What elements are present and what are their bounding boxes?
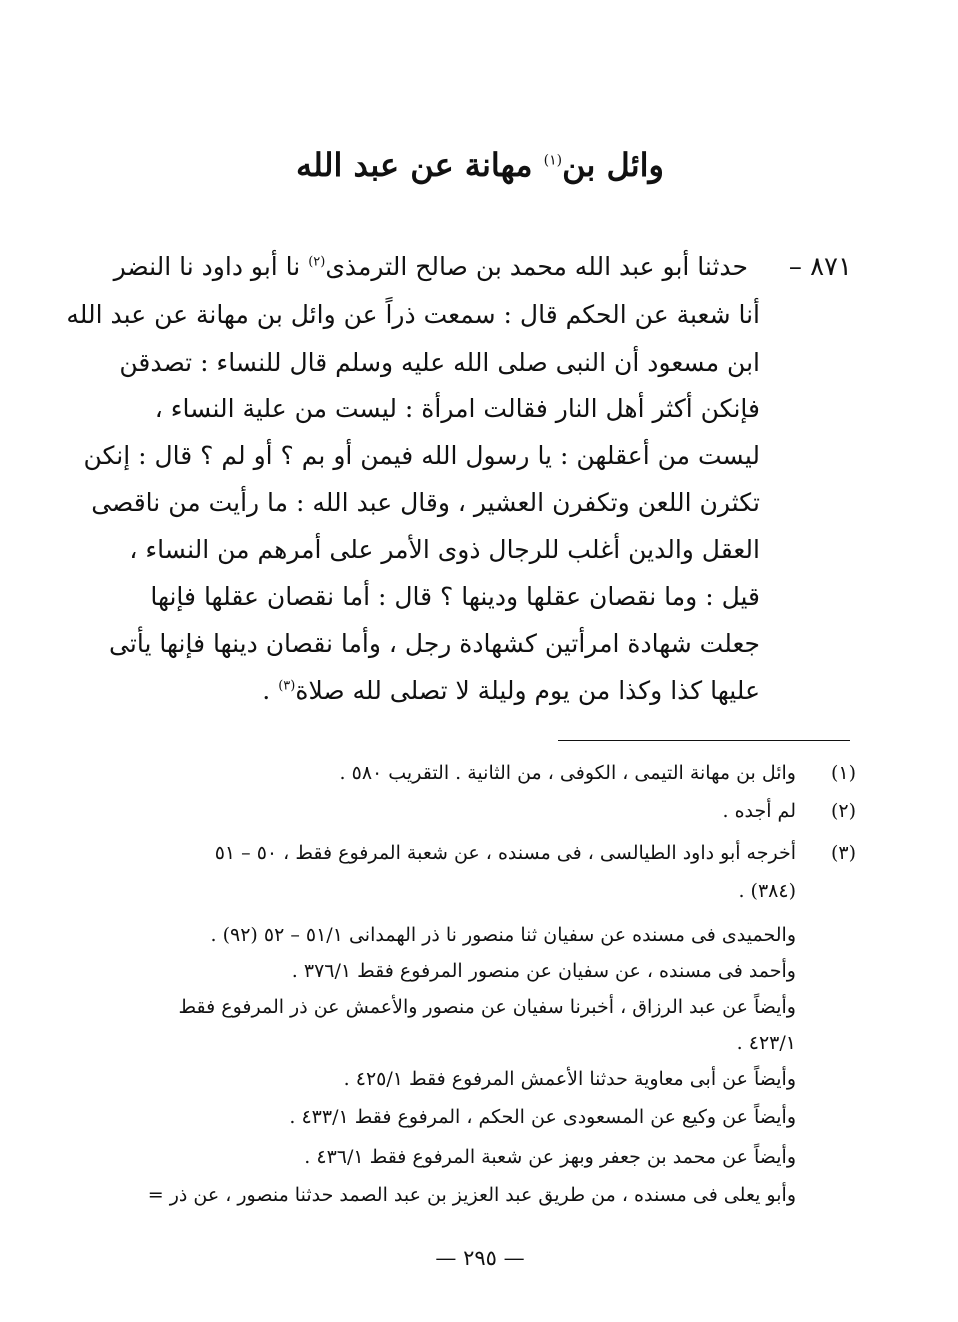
footnote-line: وأيضاً عن أبى معاوية حدثنا الأعمش المرفوع فقط ٤٢٥/١ . [343, 1068, 796, 1090]
hadith-number: ٨٧١ – [788, 252, 852, 282]
footnote-number: (٣) [830, 842, 856, 864]
footnote-line: وأحمد فى مسنده ، عن سفيان عن منصور المرفوع فقط ٣٧٦/١ . [291, 960, 796, 982]
hadith-line: جعلت شهادة امرأتين كشهادة رجل ، وأما نقصان دينها فإنها يأتى [109, 629, 760, 658]
footnote-line: ٤٢٣/١ . [736, 1032, 796, 1054]
hadith-line: ليست من أعقلهن : يا رسول الله فيمن أو بم ؟ أو لم ؟ قال : إنكن [83, 441, 760, 470]
footnote-mark: (٣) [278, 678, 296, 694]
footnote-line: وأيضاً عن وكيع عن المسعودى عن الحكم ، المرفوع فقط ٤٣٣/١ . [289, 1106, 796, 1128]
hadith-line: حدثنا أبو عبد الله محمد بن صالح الترمذى$^{(٢)}$ نا أبو داود نا النضر [113, 252, 748, 281]
page-number: — ٢٩٥ — [435, 1246, 525, 1270]
hadith-line: فإنكن أكثر أهل النار فقالت امرأة : ليست من علية النساء ، [154, 394, 760, 423]
footnote-line: وأبو يعلى فى مسنده ، من طريق عبد العزيز بن عبد الصمد حدثنا منصور ، عن ذر = [147, 1184, 796, 1206]
hadith-line: العقل والدين أغلب للرجال ذوى الأمر على أمرهم من النساء ، [129, 535, 760, 564]
footnote-mark: (١) [543, 152, 563, 169]
hadith-line: ابن مسعود أن النبى صلى الله عليه وسلم قال للنساء : تصدقن [119, 348, 760, 377]
footnote-number: (٢) [830, 800, 856, 822]
footnote-line: والحميدى فى مسنده عن سفيان ثنا منصور نا ذر الهمدانى ٥١/١ – ٥٢ (٩٢) . [210, 924, 796, 946]
footnote-line: وائل بن مهانة التيمى ، الكوفى ، من الثانية . التقريب ٥٨٠ . [339, 762, 796, 784]
footnote-line: وأيضاً عن عبد الرزاق ، أخبرنا سفيان عن منصور والأعمش عن ذر المرفوع فقط [178, 996, 796, 1018]
footnote-separator [558, 740, 850, 741]
hadith-line: تكثرن اللعن وتكفرن العشير ، وقال عبد الله : ما رأيت من ناقصى [91, 488, 760, 517]
hadith-line: قيل : وما نقصان عقلها ودينها ؟ قال : أما نقصان عقلها فإنها [150, 582, 760, 611]
hadith-line: عليها كذا وكذا من يوم وليلة لا تصلى لله صلاة$^{(٣)}$ . [262, 676, 760, 705]
footnote-line: أخرجه أبو داود الطيالسى ، فى مسنده ، عن شعبة المرفوع فقط ، ٥٠ – ٥١ [214, 842, 796, 864]
footnote-line: وأيضاً عن محمد بن جعفر وبهز عن شعبة المرفوع فقط ٤٣٦/١ . [304, 1146, 796, 1168]
footnote-mark: (٢) [308, 254, 326, 270]
footnote-line: (٣٨٤) . [738, 880, 796, 902]
footnote-line: لم أجده . [722, 800, 796, 822]
footnote-number: (١) [830, 762, 856, 784]
hadith-line: أنا شعبة عن الحكم قال : سمعت ذراً عن وائل بن مهانة عن عبد الله [66, 300, 760, 329]
section-heading: وائل بن$^{(١)}$ مهانة عن عبد الله [295, 146, 664, 184]
